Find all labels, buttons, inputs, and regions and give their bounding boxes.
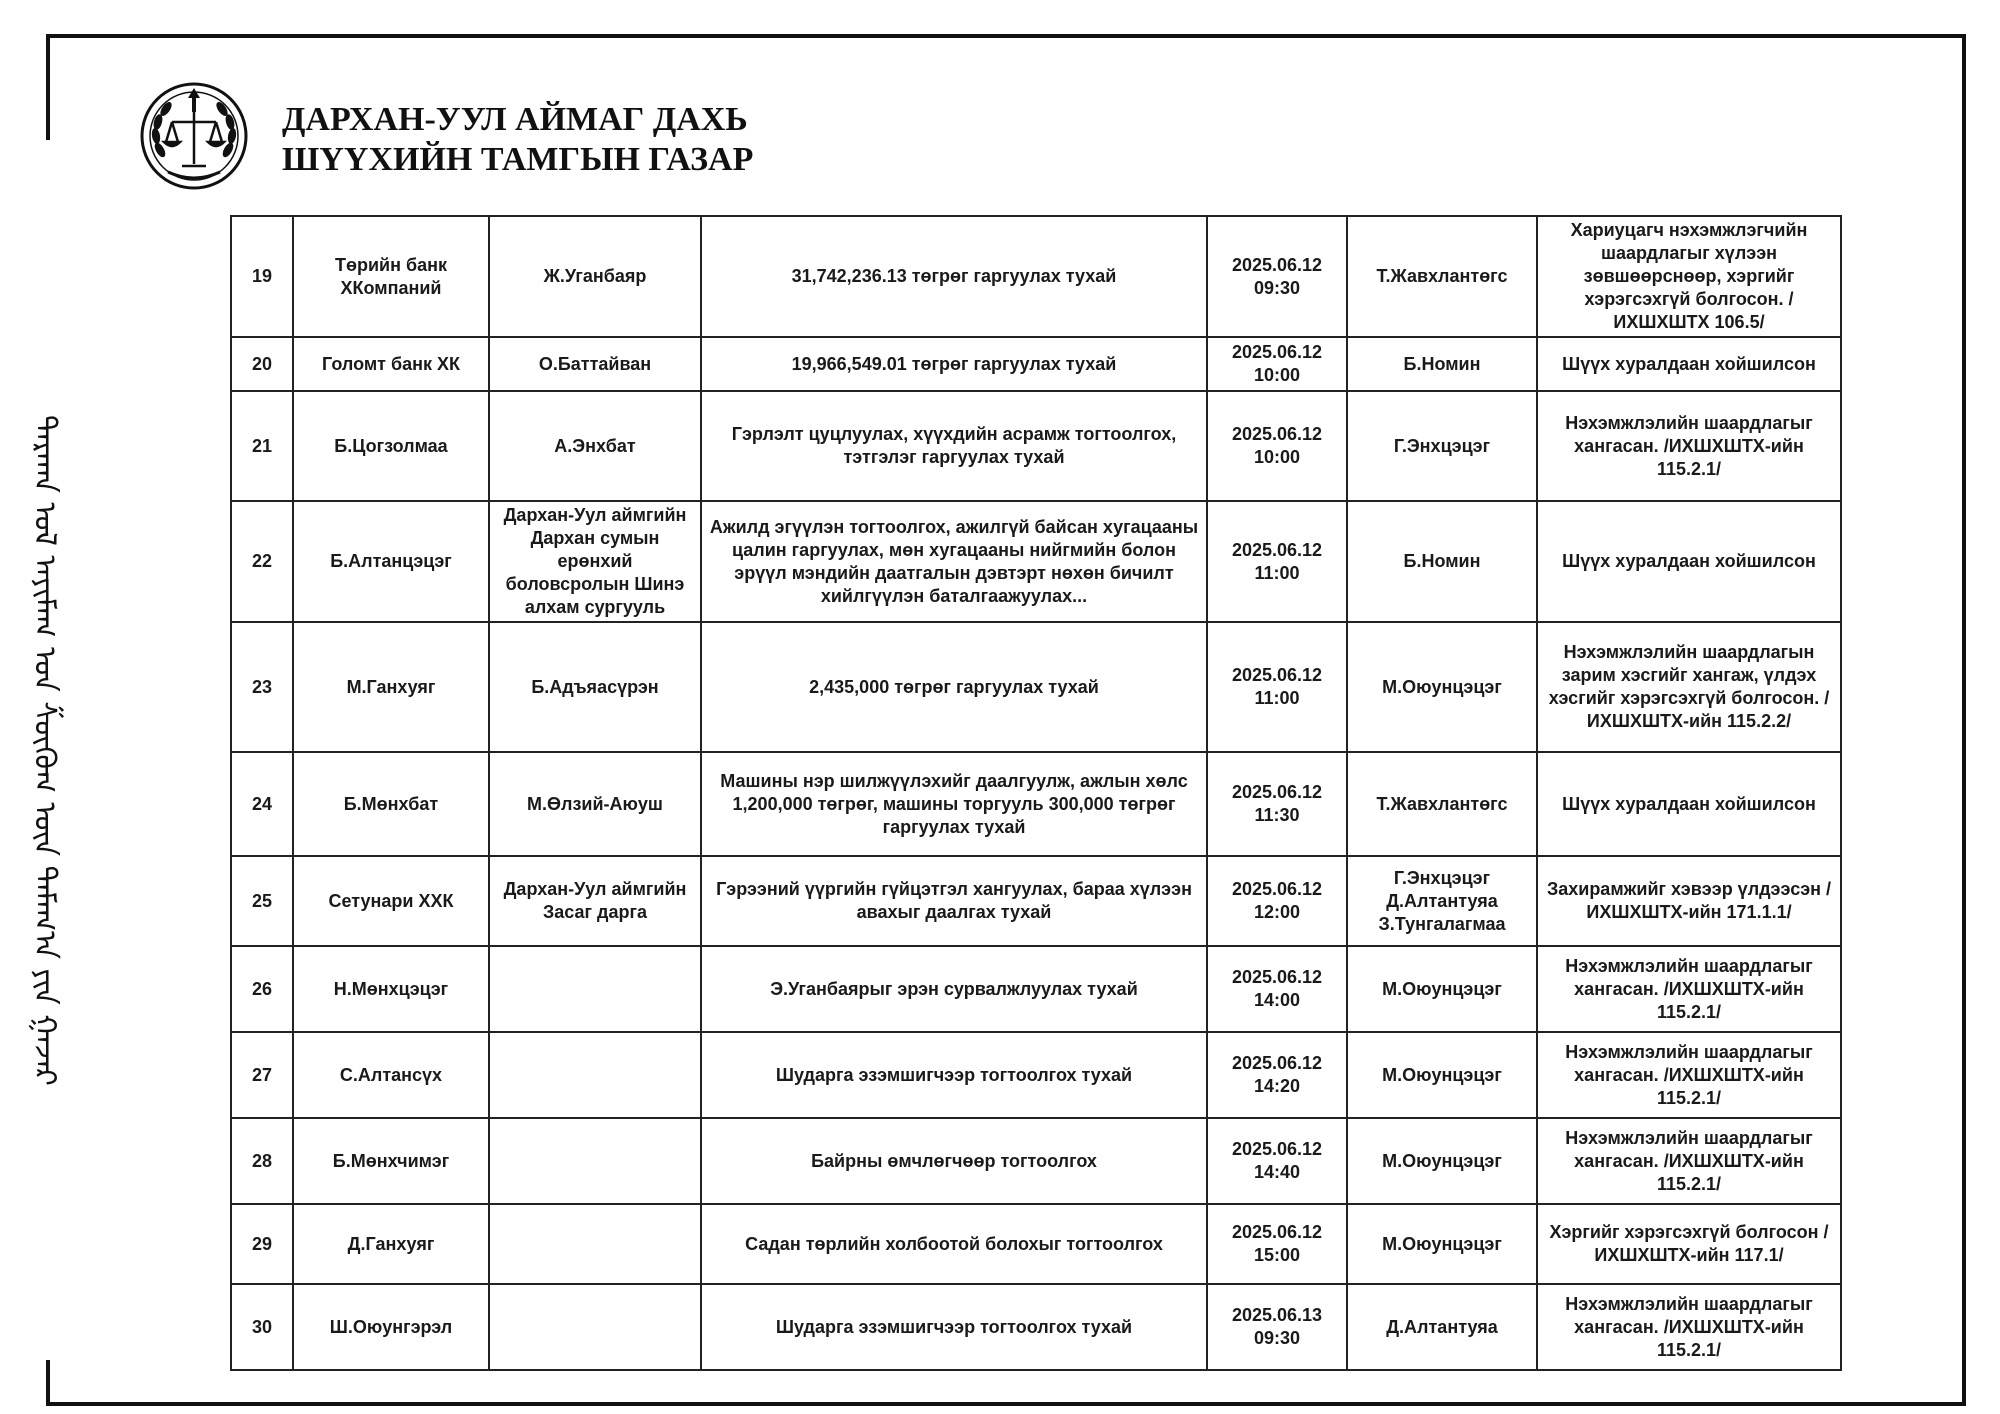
vertical-script-text: ᠲᠠᠷᠬᠠᠨ ᠤᠯ ᠠᠶᠢᠮᠠᠭ ᠤᠨ ᠱᠦᠭᠦᠬ ᠦᠨ ᠲᠠᠮᠠᠭ᠎ᠠ ᠶᠢᠨ ᠭᠠᠵᠠᠷ — [26, 414, 62, 1086]
hearing-date: 2025.06.12 — [1231, 665, 1323, 685]
result-cell: Шүүх хуралдаан хойшилсон — [1537, 501, 1841, 622]
table-row — [231, 1118, 1841, 1204]
hearing-time: 09:30 — [1253, 1328, 1301, 1348]
hearing-date: 2025.06.12 — [1231, 1053, 1323, 1073]
result-cell: Нэхэмжлэлийн шаардлагыг хангасан. /ИХШХШТХ-ийн 115.2.1/ — [1537, 391, 1841, 501]
table-row — [231, 856, 1841, 946]
defendant-cell: Б.Адъяасүрэн — [489, 622, 701, 752]
plaintiff-cell: Төрийн банк ХКомпаний — [293, 216, 489, 337]
hearing-date: 2025.06.12 — [1231, 254, 1323, 275]
defendant-cell — [489, 946, 701, 1032]
hearing-datetime-cell — [1207, 1204, 1347, 1284]
row-number: 26 — [231, 946, 293, 1032]
vertical-mongolian-script — [22, 140, 82, 1360]
hearing-date: 2025.06.12 — [1231, 879, 1323, 899]
claim-cell: Гэрлэлт цуцлуулах, хүүхдийн асрамж тогтоолгох, тэтгэлэг гаргуулах тухай — [701, 391, 1207, 501]
claim-cell: Гэрээний үүргийн гүйцэтгэл хангуулах, бараа хүлээн авахыг даалгах тухай — [701, 856, 1207, 946]
claim-cell: Э.Уганбаярыг эрэн сурвалжлуулах тухай — [701, 946, 1207, 1032]
row-number: 20 — [231, 337, 293, 391]
plaintiff-cell: Голомт банк ХК — [293, 337, 489, 391]
defendant-cell: О.Баттайван — [489, 337, 701, 391]
result-cell: Захирамжийг хэвээр үлдээсэн /ИХШХШТХ-ийн 171.1.1/ — [1537, 856, 1841, 946]
claim-cell: Байрны өмчлөгчөөр тогтоолгох — [701, 1118, 1207, 1204]
hearing-time: 10:00 — [1253, 447, 1301, 467]
hearing-time: 12:00 — [1253, 902, 1301, 922]
row-number: 21 — [231, 391, 293, 501]
plaintiff-cell: Сетунари ХХК — [293, 856, 489, 946]
table-row — [231, 501, 1841, 622]
judge-cell: М.Оюунцэцэг — [1347, 1032, 1537, 1118]
judge-cell: М.Оюунцэцэг — [1347, 1118, 1537, 1204]
plaintiff-cell: С.Алтансүх — [293, 1032, 489, 1118]
defendant-cell: Ж.Уганбаяр — [489, 216, 701, 337]
header-line-1: ДАРХАН-УУЛ АЙМАГ ДАХЬ — [282, 101, 748, 138]
hearing-datetime-cell — [1207, 1284, 1347, 1370]
result-cell: Нэхэмжлэлийн шаардлагыг хангасан. /ИХШХШТХ-ийн 115.2.1/ — [1537, 1032, 1841, 1118]
row-number: 27 — [231, 1032, 293, 1118]
plaintiff-cell: М.Ганхуяг — [293, 622, 489, 752]
judge-cell: Г.Энхцэцэг Д.Алтантуяа З.Тунгалагмаа — [1347, 856, 1537, 946]
case-schedule-table — [230, 215, 1842, 1371]
judge-cell: Д.Алтантуяа — [1347, 1284, 1537, 1370]
row-number: 28 — [231, 1118, 293, 1204]
hearing-time: 11:00 — [1254, 562, 1300, 583]
hearing-datetime-cell — [1207, 752, 1347, 856]
defendant-cell — [489, 1284, 701, 1370]
defendant-cell — [489, 1118, 701, 1204]
table-row — [231, 622, 1841, 752]
row-number: 19 — [231, 216, 293, 337]
hearing-time: 14:20 — [1253, 1076, 1301, 1096]
claim-cell: Шударга эзэмшигчээр тогтоолгох тухай — [701, 1284, 1207, 1370]
result-cell: Шүүх хуралдаан хойшилсон — [1537, 337, 1841, 391]
hearing-date: 2025.06.12 — [1231, 967, 1323, 987]
claim-cell: 19,966,549.01 төгрөг гаргуулах тухай — [701, 337, 1207, 391]
table-row — [231, 946, 1841, 1032]
table-row — [231, 1032, 1841, 1118]
judge-cell: Т.Жавхлантөгс — [1347, 216, 1537, 337]
hearing-date: 2025.06.12 — [1231, 1222, 1323, 1242]
result-cell: Нэхэмжлэлийн шаардлагын зарим хэсгийг хангаж, үлдэх хэсгийг хэрэгсэхгүй болгосон. /ИХШХШТХ-ийн 115.2.2/ — [1537, 622, 1841, 752]
table-row — [231, 1284, 1841, 1370]
hearing-date: 2025.06.12 — [1231, 1139, 1323, 1159]
claim-cell: Ажилд эгүүлэн тогтоолгох, ажилгүй байсан хугацааны цалин гаргуулах, мөн хугацааны нийгмийн болон эрүүл мэндийн даатгалын дэвтэрт нөхөн бичилт хийлгүүлэн баталгаажуулах... — [701, 501, 1207, 622]
judge-cell: Б.Номин — [1347, 337, 1537, 391]
defendant-cell — [489, 1204, 701, 1284]
plaintiff-cell: Д.Ганхуяг — [293, 1204, 489, 1284]
judge-cell: Г.Энхцэцэг — [1347, 391, 1537, 501]
table-row — [231, 752, 1841, 856]
result-cell: Нэхэмжлэлийн шаардлагыг хангасан. /ИХШХШТХ-ийн 115.2.1/ — [1537, 1118, 1841, 1204]
defendant-cell: Дархан-Уул аймгийн Дархан сумын ерөнхий боловсролын Шинэ алхам сургууль — [489, 501, 701, 622]
plaintiff-cell: Ш.Оюунгэрэл — [293, 1284, 489, 1370]
hearing-datetime-cell — [1207, 1118, 1347, 1204]
hearing-datetime-cell — [1207, 501, 1347, 622]
plaintiff-cell: Б.Мөнхчимэг — [293, 1118, 489, 1204]
result-cell: Хэргийг хэрэгсэхгүй болгосон /ИХШХШТХ-ийн 117.1/ — [1537, 1204, 1841, 1284]
result-cell: Нэхэмжлэлийн шаардлагыг хангасан. /ИХШХШТХ-ийн 115.2.1/ — [1537, 1284, 1841, 1370]
hearing-date: 2025.06.12 — [1231, 539, 1323, 560]
hearing-datetime-cell — [1207, 946, 1347, 1032]
hearing-date: 2025.06.13 — [1231, 1305, 1323, 1325]
hearing-date: 2025.06.12 — [1231, 424, 1323, 444]
hearing-datetime-cell — [1207, 391, 1347, 501]
judge-cell: Т.Жавхлантөгс — [1347, 752, 1537, 856]
claim-cell: 31,742,236.13 төгрөг гаргуулах тухай — [701, 216, 1207, 337]
table-row — [231, 216, 1841, 337]
judge-cell: Б.Номин — [1347, 501, 1537, 622]
claim-cell: Машины нэр шилжүүлэхийг даалгуулж, ажлын хөлс 1,200,000 төгрөг, машины торгууль 300,000 төгрөг гаргуулах тухай — [701, 752, 1207, 856]
judge-cell: М.Оюунцэцэг — [1347, 946, 1537, 1032]
hearing-time: 14:40 — [1253, 1162, 1301, 1182]
court-emblem-icon — [138, 80, 250, 192]
defendant-cell: М.Өлзий-Аюуш — [489, 752, 701, 856]
table-row — [231, 391, 1841, 501]
row-number: 24 — [231, 752, 293, 856]
result-cell: Хариуцагч нэхэмжлэгчийн шаардлагыг хүлээн зөвшөөрснөөр, хэргийг хэрэгсэхгүй болгосон. /ИХШХШТХ 106.5/ — [1537, 216, 1841, 337]
hearing-time: 11:00 — [1254, 688, 1300, 708]
row-number: 30 — [231, 1284, 293, 1370]
hearing-datetime-cell — [1207, 622, 1347, 752]
hearing-time: 14:00 — [1253, 990, 1301, 1010]
row-number: 25 — [231, 856, 293, 946]
claim-cell: Садан төрлийн холбоотой болохыг тогтоолгох — [701, 1204, 1207, 1284]
result-cell: Нэхэмжлэлийн шаардлагыг хангасан. /ИХШХШТХ-ийн 115.2.1/ — [1537, 946, 1841, 1032]
claim-cell: Шударга эзэмшигчээр тогтоолгох тухай — [701, 1032, 1207, 1118]
judge-cell: М.Оюунцэцэг — [1347, 622, 1537, 752]
row-number: 23 — [231, 622, 293, 752]
judge-cell: М.Оюунцэцэг — [1347, 1204, 1537, 1284]
row-number: 29 — [231, 1204, 293, 1284]
plaintiff-cell: Б.Алтанцэцэг — [293, 501, 489, 622]
claim-cell: 2,435,000 төгрөг гаргуулах тухай — [701, 622, 1207, 752]
hearing-time: 09:30 — [1253, 277, 1301, 298]
plaintiff-cell: Б.Мөнхбат — [293, 752, 489, 856]
defendant-cell — [489, 1032, 701, 1118]
hearing-date: 2025.06.12 — [1231, 782, 1323, 802]
defendant-cell: Дархан-Уул аймгийн Засаг дарга — [489, 856, 701, 946]
hearing-datetime-cell — [1207, 216, 1347, 337]
court-header — [282, 100, 753, 180]
header-line-2: ШҮҮХИЙН ТАМГЫН ГАЗАР — [282, 141, 754, 178]
plaintiff-cell: Б.Цогзолмаа — [293, 391, 489, 501]
row-number: 22 — [231, 501, 293, 622]
hearing-time: 15:00 — [1253, 1245, 1301, 1265]
result-cell: Шүүх хуралдаан хойшилсон — [1537, 752, 1841, 856]
table-row — [231, 337, 1841, 391]
hearing-datetime-cell — [1207, 856, 1347, 946]
defendant-cell: А.Энхбат — [489, 391, 701, 501]
table-row — [231, 1204, 1841, 1284]
plaintiff-cell: Н.Мөнхцэцэг — [293, 946, 489, 1032]
hearing-date: 2025.06.12 — [1231, 342, 1323, 362]
hearing-datetime-cell — [1207, 337, 1347, 391]
hearing-datetime-cell — [1207, 1032, 1347, 1118]
hearing-time: 10:00 — [1253, 365, 1301, 385]
hearing-time: 11:30 — [1254, 805, 1300, 825]
